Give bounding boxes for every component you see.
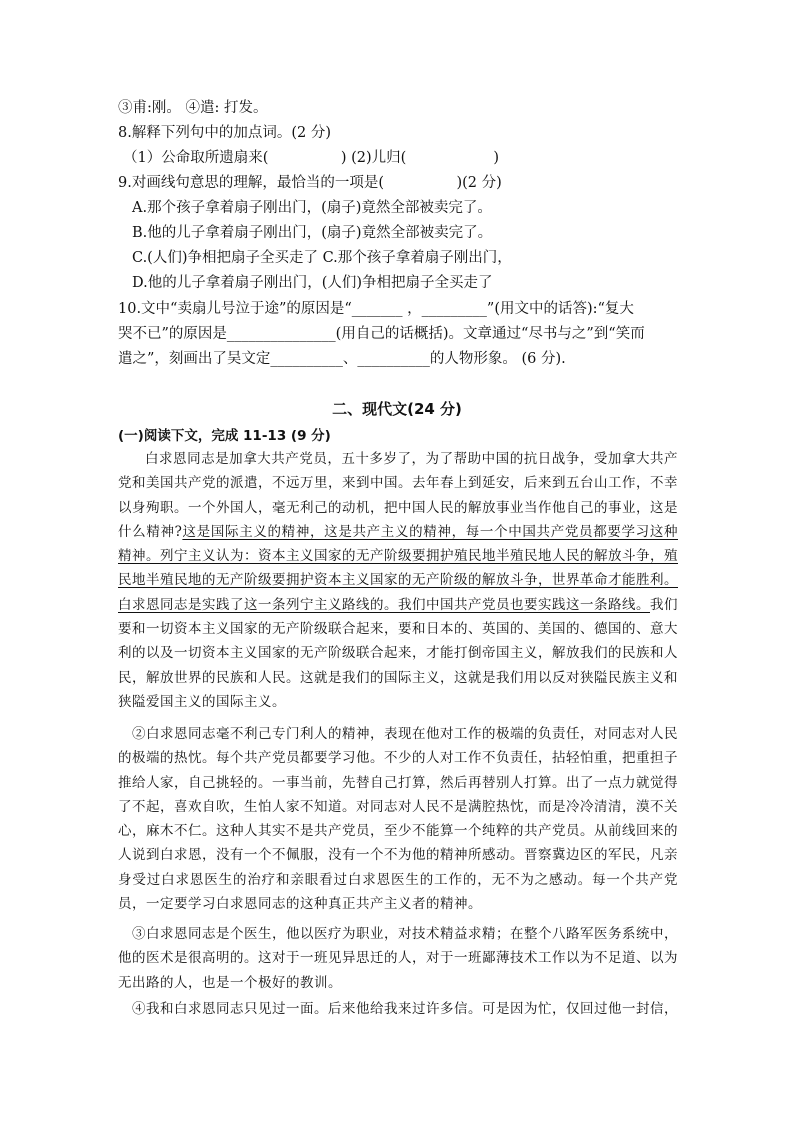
question-10-line-2: 哭不已”的原因是_______________(用自己的话概括)。文章通过“尽书与之”到“笑而 (118, 326, 645, 342)
paragraph-4: ④我和白求恩同志只见过一面。后来他给我来过许多信。可是因为忙，仅回过他一封信， (132, 1001, 678, 1017)
paragraph-1-text-b: 我们要和一切资本主义国家的无产阶级联合起来，要和日本的、英国的、美国的、德国的、意大利的以及一切资本主义国家的无产阶级联合起来，才能打倒帝国主义，解放我们的民族和人民，解放世界的民族和人民。这就是我们的国际主义，这就是我们用以反对狭隘民族主义和狭隘爱国主义的国际主义。 (118, 596, 678, 710)
paragraph-3: ③白求恩同志是个医生，他以医疗为职业，对技术精益求精；在整个八路军医务系统中，他的医术是很高明的。这对于一班见异思迁的人，对于一班鄙薄技术工作以为不足道、以为无出路的人，也是一个极好的教训。 (118, 926, 678, 991)
question-9-option-a: A.那个孩子拿着扇子刚出门，(扇子)竟然全部被卖完了。 (132, 200, 492, 216)
question-9-option-d: D.他的儿子拿着扇子刚出门，(人们)争相把扇子全买走了 (132, 275, 493, 291)
notes-line: ③甫:刚。 ④遣: 打发。 (118, 100, 268, 116)
question-10-line-1: 10.文中“卖扇儿号泣于途”的原因是“_______ ，_________”(用文中的话答):“复大 (118, 301, 634, 317)
question-8-items: （1）公命取所遗扇来( ) (2)儿归( ) (123, 150, 499, 166)
paragraph-2: ②白求恩同志毫不利己专门利人的精神，表现在他对工作的极端的负责任，对同志对人民的极端的热忱。每个共产党员都要学习他。不少的人对工作不负责任，拈轻怕重，把重担子推给人家，自己挑轻的。一事当前，先替自己打算，然后再替别人打算。出了一点力就觉得了不起，喜欢自吹，生怕人家不知道。对同志对人民不是满腔热忱，而是冷冷清清，漠不关心，麻木不仁。这种人其实不是共产党员，至少不能算一个纯粹的共产党员。从前线回来的人说到白求恩，没有一个不佩服，没有一个不为他的精神所感动。晋察冀边区的军民，凡亲身受过白求恩医生的治疗和亲眼看过白求恩医生的工作的，无不为之感动。每一个共产党员，一定要学习白求恩同志的这种真正共产主义者的精神。 (118, 726, 678, 913)
paragraph-1-text-a: 白求恩同志是加拿大共产党员，五十多岁了，为了帮助中国的抗日战争，受加拿大共产党和美国共产党的派遣，不远万里，来到中国。去年春上到延安，后来到五台山工作，不幸以身殉职。一个外国人，毫无利己的动机，把中国人民的解放事业当作他自己的事业，这是什么精神? (118, 451, 678, 540)
underlined-passage: 这是国际主义的精神，这是共产主义的精神，每一个中国共产党员都要学习这种精神。列宁主义认为：资本主义国家的无产阶级要拥护殖民地半殖民地人民的解放斗争，殖民地半殖民地的无产阶级要拥护资本主义国家的无产阶级的解放斗争，世界革命才能胜利。白求恩同志是实践了这一条列宁主义路线的。我们中国共产党员也要实践这一条路线。 (118, 523, 678, 613)
question-10-line-3: 遣之”，刻画出了吴文定__________、__________的人物形象。 (6 分). (118, 351, 566, 367)
question-8: 8.解释下列句中的加点词。(2 分) (118, 125, 331, 141)
paragraph-1 (118, 447, 678, 714)
section-subtitle: (一)阅读下文，完成 11-13 (9 分) (118, 428, 331, 444)
question-9-option-b: B.他的儿子拿着扇子刚出门，(扇子)竟然全部被卖完了。 (132, 225, 493, 241)
section-title: 二、现代文(24 分) (332, 400, 462, 418)
question-9: 9.对画线句意思的理解，最恰当的一项是( )(2 分) (118, 175, 502, 191)
question-9-option-c: C.(人们)争相把扇子全买走了 C.那个孩子拿着扇子刚出门， (132, 250, 512, 266)
